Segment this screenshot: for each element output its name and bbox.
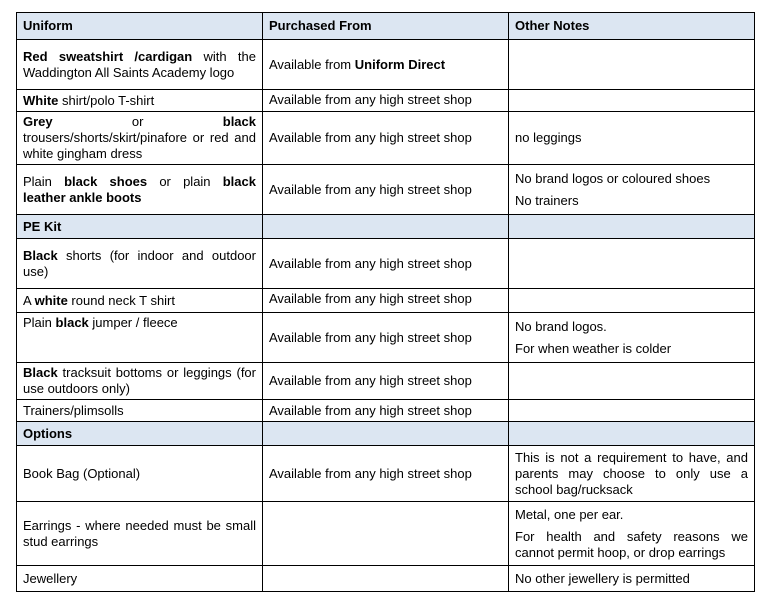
bold-text: black (222, 114, 256, 129)
note-line: For when weather is colder (515, 340, 672, 356)
section-row (17, 422, 755, 446)
notes-cell (509, 289, 755, 313)
header-other-notes: Other Notes (509, 13, 755, 40)
text: trousers/shorts/skirt/pinafore or red and white gingham dress (23, 130, 256, 161)
table-row (17, 90, 755, 112)
purchased-cell: Available from any high street shop (263, 400, 509, 422)
purchased-cell (263, 502, 509, 566)
notes-cell (509, 90, 755, 112)
section-cell (509, 215, 755, 239)
bold-text: Red sweatshirt /cardigan (23, 48, 193, 64)
purchased-cell: Available from any high street shop (263, 239, 509, 289)
notes-cell (509, 40, 755, 90)
table-row (17, 446, 755, 502)
notes-cell: This is not a requirement to have, and parents may choose to only use a school bag/rucksack (509, 446, 755, 502)
table-row (17, 502, 755, 566)
uniform-cell (17, 112, 263, 165)
uniform-cell (17, 90, 263, 112)
text: shirt/polo T-shirt (58, 92, 155, 108)
notes-cell (509, 313, 755, 363)
notes-cell: No other jewellery is permitted (509, 566, 755, 592)
uniform-cell (17, 165, 263, 215)
notes-cell (509, 363, 755, 400)
section-row (17, 215, 755, 239)
uniform-cell (17, 289, 263, 313)
uniform-cell (17, 40, 263, 90)
purchased-cell: Available from any high street shop (263, 446, 509, 502)
notes-cell (509, 400, 755, 422)
purchased-cell (263, 566, 509, 592)
bold-text: Uniform Direct (354, 56, 446, 72)
text: or plain (147, 173, 223, 189)
uniform-cell (17, 363, 263, 400)
note-line: Metal, one per ear. (515, 506, 624, 522)
bold-text: black (55, 315, 89, 330)
text: Plain (23, 173, 65, 189)
purchased-cell: Available from any high street shop (263, 289, 509, 313)
note-line: For health and safety reasons we cannot permit hoop, or drop earrings (515, 528, 748, 560)
bold-text: black leather ankle boots (23, 173, 256, 205)
note-line: No brand logos or coloured shoes (515, 170, 711, 186)
table-row (17, 400, 755, 422)
purchased-cell: Available from any high street shop (263, 165, 509, 215)
table-row (17, 239, 755, 289)
note-line: No brand logos. (515, 318, 607, 334)
header-uniform: Uniform (17, 13, 263, 40)
uniform-cell (17, 313, 263, 363)
text: Available from (269, 56, 355, 72)
table-row (17, 313, 755, 363)
text: Plain (23, 315, 56, 330)
uniform-cell (17, 239, 263, 289)
text: with the Waddington All Saints Academy logo (23, 48, 256, 80)
bold-text: Grey (23, 114, 53, 129)
uniform-cell: Book Bag (Optional) (17, 446, 263, 502)
text: jumper / fleece (88, 315, 178, 330)
section-title: PE Kit (17, 215, 263, 239)
uniform-cell: Jewellery (17, 566, 263, 592)
bold-text: white (34, 292, 68, 308)
table-row (17, 566, 755, 592)
uniform-cell: Trainers/plimsolls (17, 400, 263, 422)
section-cell (263, 422, 509, 446)
section-cell (263, 215, 509, 239)
bold-text: black shoes (64, 173, 148, 189)
text: or (52, 114, 223, 129)
bold-text: White (23, 92, 59, 108)
notes-cell (509, 165, 755, 215)
purchased-cell: Available from any high street shop (263, 90, 509, 112)
text: tracksuit bottoms or leggings (for use outdoors only) (23, 365, 256, 396)
uniform-table (16, 12, 755, 592)
text: A (23, 292, 35, 308)
notes-cell: no leggings (509, 112, 755, 165)
text: shorts (for indoor and outdoor use) (23, 247, 256, 279)
table-row (17, 112, 755, 165)
text: round neck T shirt (67, 292, 175, 308)
table-row (17, 40, 755, 90)
section-cell (509, 422, 755, 446)
table-row (17, 363, 755, 400)
table-row (17, 165, 755, 215)
section-title: Options (17, 422, 263, 446)
purchased-cell: Available from any high street shop (263, 313, 509, 363)
notes-cell (509, 239, 755, 289)
bold-text: Black (23, 247, 58, 263)
notes-cell (509, 502, 755, 566)
purchased-cell: Available from any high street shop (263, 363, 509, 400)
uniform-cell: Earrings - where needed must be small stud earrings (17, 502, 263, 566)
note-line: No trainers (515, 192, 579, 208)
bold-text: Black (23, 365, 58, 380)
header-row (17, 13, 755, 40)
header-purchased-from: Purchased From (263, 13, 509, 40)
purchased-cell (263, 40, 509, 90)
table-row (17, 289, 755, 313)
purchased-cell: Available from any high street shop (263, 112, 509, 165)
